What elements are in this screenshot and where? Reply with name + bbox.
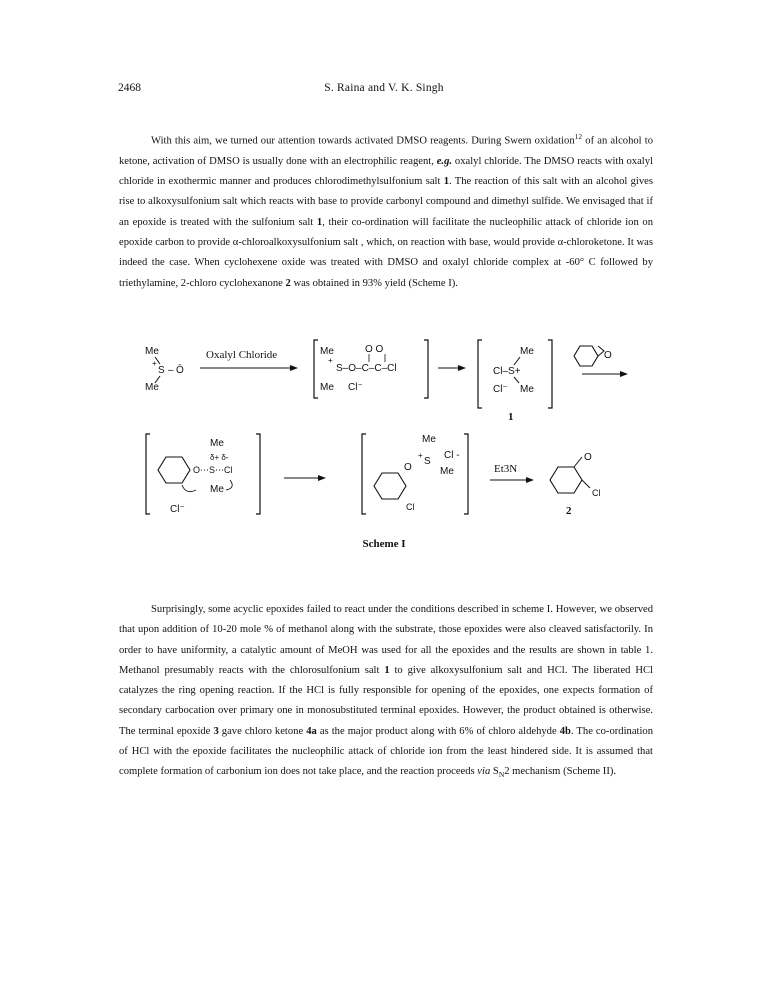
page-number: 2468 [118, 82, 141, 94]
compound-2-label: 2 [566, 505, 572, 517]
svg-text:S–O–C–C–Cl: S–O–C–C–Cl [336, 363, 397, 374]
svg-text:Cl–S+: Cl–S+ [493, 366, 521, 377]
compound-1-label: 1 [508, 411, 514, 423]
svg-text:Me: Me [440, 466, 454, 477]
paragraph-results: Surprisingly, some acyclic epoxides failed to react under the conditions described in scheme I. However, we observed that upon addition of 10-20 mole % of methanol along with the substrate, those epoxides were also cleaved satisfactorily. In order to have uniformity, a catalytic amount of MeOH was used for all the epoxides and the results are shown in table 1. Methanol presumably reacts with the chlorosulfonium salt 1 to give alkoxysulfonium salt and HCl. The liberated HCl catalyzes the ring opening reaction. If the HCl is fully responsible for opening of the epoxides, one expects formation of secondary carbocation over primary one in monosubstituted terminal epoxides. However, the product obtained is otherwise. The terminal epoxide 3 gave chloro ketone 4a as the major product along with 6% of chloro aldehyde 4b. The co-ordination of HCl with the epoxide facilitates the nucleophilic attack of chloride ion from the least hindered side. It is assumed that complete formation of carbonium ion does not take place, and the reaction proceeds via $S_N2$ mechanism (Scheme II). [119, 604, 654, 780]
paragraph-intro: With this aim, we turned our attention towards activated DMSO reagents. During Swern oxidation$^{12}$ of an alcohol to ketone, activation of DMSO is usually done with an electrophilic reagent, e.g. oxalyl chloride. The DMSO reacts with oxalyl chloride in exothermic manner and produces chlorodimethylsulfonium salt 1. The reaction of this salt with an alcohol gives rise to alkoxysulfonium salt which reacts with base to provide carbonyl compound and dimethyl sulfide. We envisaged that if an epoxide is treated with the sulfonium salt 1, their co-ordination will facilitate the nucleophilic attack of chloride ion on epoxide carbon to provide α-chloroalkoxysulfonium salt , which, on reaction with base, would provide α-chloroketone. It was indeed the case. When cyclohexene oxide was treated with DMSO and oxalyl chloride complex at -60° C followed by triethylamine, 2-chloro cyclohexanone 2 was obtained in 93% yield (Scheme I). [119, 132, 654, 289]
svg-text:Cl⁻: Cl⁻ [170, 504, 185, 515]
svg-text:O: O [404, 462, 412, 473]
base-label: Et3N [494, 463, 518, 475]
svg-text:O: O [584, 452, 592, 463]
svg-text:Cl⁻: Cl⁻ [348, 382, 363, 393]
scheme-1-figure [0, 330, 768, 560]
svg-text:Ō: Ō [176, 365, 184, 376]
svg-text:+: + [418, 451, 423, 460]
svg-text:Me: Me [520, 346, 534, 357]
svg-text:Cl⁻: Cl⁻ [493, 384, 508, 395]
svg-text:+: + [328, 356, 333, 365]
svg-text:O: O [604, 350, 612, 361]
reagent-label: Oxalyl Chloride [206, 349, 278, 361]
svg-text:Me: Me [320, 382, 334, 393]
svg-text:Cl: Cl [406, 502, 415, 512]
dmso-structure [145, 346, 184, 393]
svg-text:Me: Me [422, 434, 436, 445]
chloroketone-2 [550, 452, 601, 517]
svg-text:+: + [152, 359, 157, 368]
svg-text:Me: Me [210, 438, 224, 449]
svg-text:Me: Me [145, 382, 159, 393]
oxalyl-adduct [314, 340, 428, 398]
svg-text:Me: Me [145, 346, 159, 357]
svg-text:Me: Me [210, 484, 224, 495]
alkoxysulfonium-intermediate [362, 434, 468, 514]
svg-text:O⋯S⋯Cl: O⋯S⋯Cl [193, 465, 233, 475]
scheme-caption: Scheme I [362, 538, 406, 550]
running-head: S. Raina and V. K. Singh [324, 82, 444, 94]
svg-text:S: S [158, 365, 165, 376]
svg-text:O O: O O [365, 344, 384, 355]
svg-text:Me: Me [320, 346, 334, 357]
epoxide-sulfonium-complex [146, 434, 260, 515]
cyclohexene-oxide [574, 346, 612, 366]
svg-text:Cl -: Cl - [444, 450, 460, 461]
svg-text:–: – [168, 365, 174, 376]
svg-text:Cl: Cl [592, 488, 601, 498]
svg-text:S: S [424, 456, 431, 467]
svg-text:Me: Me [520, 384, 534, 395]
svg-text:δ+ δ-: δ+ δ- [210, 453, 229, 462]
sulfonium-salt-1 [478, 340, 552, 423]
